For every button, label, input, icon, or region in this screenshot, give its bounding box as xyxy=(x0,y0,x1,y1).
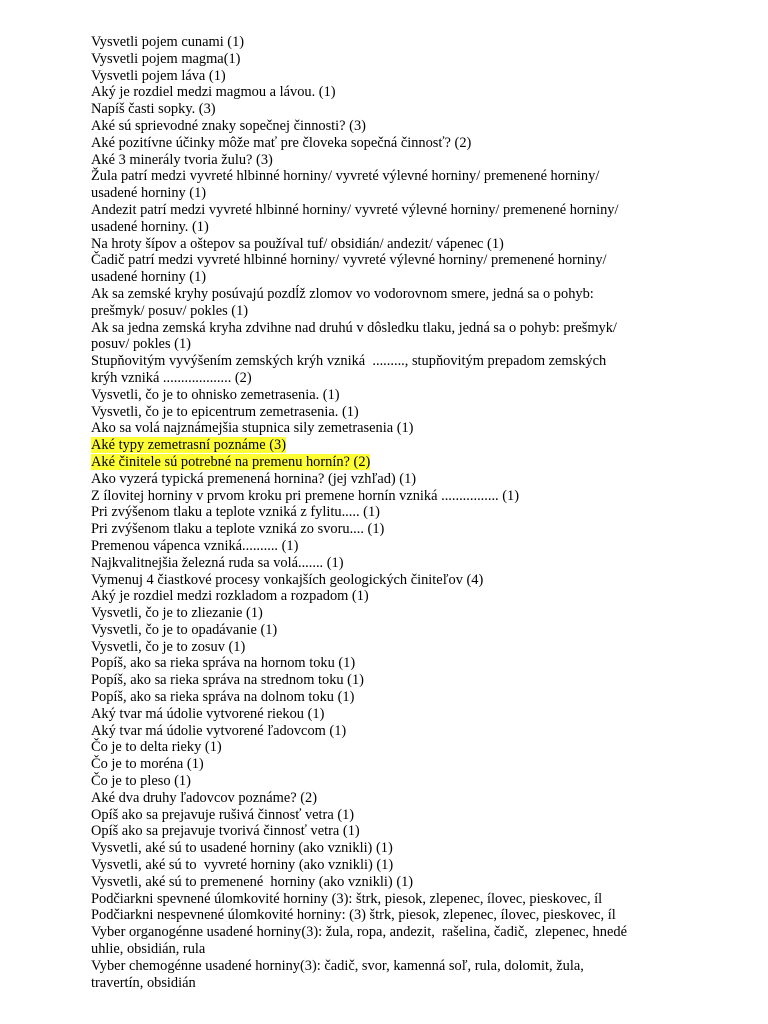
line-text: prešmyk/ posuv/ pokles (1) xyxy=(91,302,249,319)
question-line xyxy=(91,941,681,958)
line-text: Čo je to pleso (1) xyxy=(91,773,191,790)
line-text: Opíš ako sa prejavuje rušivá činnosť vetra (1) xyxy=(91,806,355,823)
question-line xyxy=(91,588,681,605)
line-text: uhlie, obsidián, rula xyxy=(91,941,206,958)
line-text: Vysvetli pojem láva (1) xyxy=(91,67,226,84)
line-text: Andezit patrí medzi vyvreté hlbinné horniny/ vyvreté výlevné horniny/ premenené horniny/ xyxy=(91,201,619,218)
question-line xyxy=(91,756,681,773)
question-line xyxy=(91,857,681,874)
line-text: Na hroty šípov a oštepov sa používal tuf/ obsidián/ andezit/ vápenec (1) xyxy=(91,235,504,252)
question-line xyxy=(91,236,681,253)
question-line xyxy=(91,739,681,756)
question-line xyxy=(91,286,681,303)
line-text: Podčiarkni nespevnené úlomkovité horniny: (3) štrk, piesok, zlepenec, ílovec, pieskovec, íl xyxy=(91,907,616,924)
question-line xyxy=(91,168,681,185)
question-line xyxy=(91,874,681,891)
line-text: Vysvetli pojem cunami (1) xyxy=(91,34,245,50)
line-text: posuv/ pokles (1) xyxy=(91,336,191,353)
highlighted-text: Aké typy zemetrasní poznáme (3) xyxy=(91,437,286,454)
line-text: Ako sa volá najznámejšia stupnica sily zemetrasenia (1) xyxy=(91,420,414,437)
line-text: Aké pozitívne účinky môže mať pre človeka sopečná činnosť? (2) xyxy=(91,134,472,151)
question-line xyxy=(91,555,681,572)
question-line xyxy=(91,773,681,790)
highlighted-text: Aké činitele sú potrebné na premenu hornín? (2) xyxy=(91,453,371,470)
question-line xyxy=(91,101,681,118)
question-line xyxy=(91,202,681,219)
line-text: Vysvetli pojem magma(1) xyxy=(91,50,241,67)
question-line xyxy=(91,907,681,924)
question-line xyxy=(91,118,681,135)
question-line xyxy=(91,68,681,85)
line-text: Žula patrí medzi vyvreté hlbinné horniny/ vyvreté výlevné horniny/ premenené horniny/ xyxy=(91,168,600,185)
line-text: usadené horniny (1) xyxy=(91,269,207,286)
line-text: Popíš, ako sa rieka správa na dolnom toku (1) xyxy=(91,689,355,706)
line-text: Popíš, ako sa rieka správa na hornom toku (1) xyxy=(91,655,356,672)
line-text: Vyber organogénne usadené horniny(3): žula, ropa, andezit, rašelina, čadič, zlepenec, hnedé xyxy=(91,924,627,941)
line-text: Stupňovitým vyvýšením zemských krýh vzniká ........., stupňovitým prepadom zemských xyxy=(91,353,607,370)
question-line xyxy=(91,303,681,320)
question-line xyxy=(91,152,681,169)
line-text: Z ílovitej horniny v prvom kroku pri premene hornín vzniká ................ (1) xyxy=(91,487,520,504)
line-text: Najkvalitnejšia železná ruda sa volá....... (1) xyxy=(91,554,344,571)
line-text: Vysvetli, čo je to ohnisko zemetrasenia. (1) xyxy=(91,386,340,403)
line-text: Napíš časti sopky. (3) xyxy=(91,101,216,118)
question-line xyxy=(91,320,681,337)
question-line xyxy=(91,521,681,538)
question-line xyxy=(91,605,681,622)
line-text: Vysvetli, čo je to zosuv (1) xyxy=(91,638,246,655)
question-line xyxy=(91,252,681,269)
line-text: Aký tvar má údolie vytvorené ľadovcom (1) xyxy=(91,722,347,739)
question-line xyxy=(91,840,681,857)
line-text: Čadič patrí medzi vyvreté hlbinné horniny/ vyvreté výlevné horniny/ premenené horniny/ xyxy=(91,252,607,269)
line-text: Vysvetli, čo je to opadávanie (1) xyxy=(91,621,278,638)
question-line xyxy=(91,655,681,672)
line-text: Ak sa zemské kryhy posúvajú pozdĺž zlomov vo vodorovnom smere, jedná sa o pohyb: xyxy=(91,285,594,302)
question-line xyxy=(91,84,681,101)
question-line xyxy=(91,454,681,471)
line-text: Opíš ako sa prejavuje tvorivá činnosť vetra (1) xyxy=(91,823,360,840)
question-line xyxy=(91,723,681,740)
line-text: Vysvetli, aké sú to premenené horniny (ako vznikli) (1) xyxy=(91,873,414,890)
line-text: Aké dva druhy ľadovcov poznáme? (2) xyxy=(91,789,318,806)
line-text: Podčiarkni spevnené úlomkovité horniny (3): štrk, piesok, zlepenec, ílovec, pieskovec, íl xyxy=(91,890,603,907)
question-line xyxy=(91,891,681,908)
line-text: travertín, obsidián xyxy=(91,974,196,991)
line-text: Vysvetli, aké sú to usadené horniny (ako vznikli) (1) xyxy=(91,840,393,857)
question-line xyxy=(91,975,681,992)
question-line xyxy=(91,404,681,421)
question-line xyxy=(91,420,681,437)
question-line xyxy=(91,353,681,370)
question-line xyxy=(91,471,681,488)
question-line xyxy=(91,370,681,387)
line-text: Aký je rozdiel medzi rozkladom a rozpadom (1) xyxy=(91,588,369,605)
question-line xyxy=(91,706,681,723)
question-line xyxy=(91,219,681,236)
question-line xyxy=(91,790,681,807)
line-text: Vysvetli, aké sú to vyvreté horniny (ako vznikli) (1) xyxy=(91,857,394,874)
question-line xyxy=(91,807,681,824)
line-text: Aký tvar má údolie vytvorené riekou (1) xyxy=(91,705,325,722)
line-text: usadené horniny. (1) xyxy=(91,218,209,235)
question-line xyxy=(91,823,681,840)
question-line xyxy=(91,572,681,589)
question-line xyxy=(91,958,681,975)
line-text: Aké sú sprievodné znaky sopečnej činnosti? (3) xyxy=(91,117,366,134)
question-line xyxy=(91,336,681,353)
question-line xyxy=(91,34,681,51)
line-text: Pri zvýšenom tlaku a teplote vzniká zo svoru.... (1) xyxy=(91,521,385,538)
line-text: Vymenuj 4 čiastkové procesy vonkajších geologických činiteľov (4) xyxy=(91,571,484,588)
question-line xyxy=(91,437,681,454)
question-line xyxy=(91,622,681,639)
question-line xyxy=(91,689,681,706)
question-line xyxy=(91,488,681,505)
question-line xyxy=(91,269,681,286)
line-text: Vysvetli, čo je to zliezanie (1) xyxy=(91,605,263,622)
question-line xyxy=(91,504,681,521)
question-line xyxy=(91,135,681,152)
line-text: Vysvetli, čo je to epicentrum zemetrasenia. (1) xyxy=(91,403,359,420)
question-list xyxy=(91,34,681,991)
line-text: Vyber chemogénne usadené horniny(3): čadič, svor, kamenná soľ, rula, dolomit, žula, xyxy=(91,957,584,974)
line-text: usadené horniny (1) xyxy=(91,185,207,202)
question-line xyxy=(91,639,681,656)
question-line xyxy=(91,387,681,404)
line-text: Ak sa jedna zemská kryha zdvihne nad druhú v dôsledku tlaku, jedná sa o pohyb: prešmyk/ xyxy=(91,319,617,336)
line-text: Ako vyzerá typická premenená hornina? (jej vzhľad) (1) xyxy=(91,470,417,487)
question-line xyxy=(91,185,681,202)
line-text: Premenou vápenca vzniká.......... (1) xyxy=(91,537,299,554)
line-text: Čo je to moréna (1) xyxy=(91,756,204,773)
question-line xyxy=(91,924,681,941)
question-line xyxy=(91,672,681,689)
line-text: Aké 3 minerály tvoria žulu? (3) xyxy=(91,151,273,168)
question-line xyxy=(91,538,681,555)
line-text: Popíš, ako sa rieka správa na strednom toku (1) xyxy=(91,672,364,689)
line-text: Čo je to delta rieky (1) xyxy=(91,739,222,756)
line-text: Aký je rozdiel medzi magmou a lávou. (1) xyxy=(91,84,336,101)
line-text: krýh vzniká ................... (2) xyxy=(91,369,252,386)
question-line xyxy=(91,51,681,68)
line-text: Pri zvýšenom tlaku a teplote vzniká z fylitu..... (1) xyxy=(91,504,380,521)
